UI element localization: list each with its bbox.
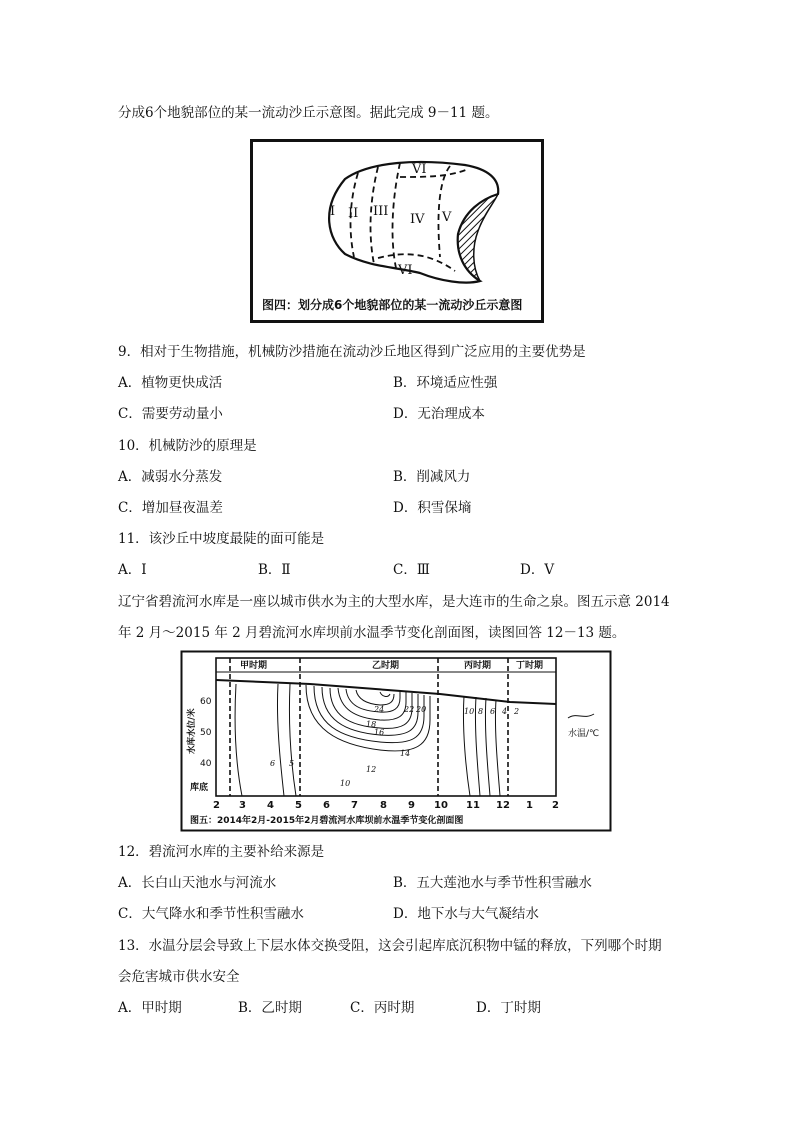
svg-text:10: 10 <box>464 707 475 716</box>
y-bottom-label: 库底 <box>190 783 209 793</box>
q12-option-a: A．长白山天池水与河流水 <box>118 875 277 891</box>
q12-stem: 12．碧流河水库的主要补给来源是 <box>118 844 325 860</box>
intro-text-1: 分成6个地貌部位的某一流动沙丘示意图。据此完成 9－11 题。 <box>118 105 499 121</box>
svg-text:10: 10 <box>340 779 351 788</box>
intro-text-2-line-1: 辽宁省碧流河水库是一座以城市供水为主的大型水库，是大连市的生命之泉。图五示意 2014 <box>118 594 670 610</box>
zone-label-5: V <box>442 210 452 225</box>
q11-option-c: C．Ⅲ <box>393 562 430 578</box>
x-tick: 10 <box>434 800 448 811</box>
svg-text:6: 6 <box>270 759 276 768</box>
figure-frame <box>252 141 543 322</box>
q10-option-b: B．削减风力 <box>393 469 471 485</box>
q13-stem-line-1: 13．水温分层会导致上下层水体交换受阻，这会引起库底沉积物中锰的释放，下列哪个时期 <box>118 938 662 954</box>
legend-label: 水温/℃ <box>568 729 600 739</box>
svg-text:12: 12 <box>366 765 377 774</box>
q12-option-b: B．五大莲池水与季节性积雪融水 <box>393 875 592 891</box>
intro-text-2-line-2: 年 2 月～2015 年 2 月碧流河水库坝前水温季节变化剖面图，读图回答 12－13 题。 <box>118 625 626 641</box>
q13-option-b: B．乙时期 <box>238 1000 302 1016</box>
x-tick: 11 <box>466 800 480 811</box>
figure-4-dune-diagram <box>250 139 544 323</box>
x-tick: 9 <box>408 800 415 811</box>
period-jia: 甲时期 <box>240 661 268 671</box>
x-tick: 4 <box>267 800 274 811</box>
q11-stem: 11．该沙丘中坡度最陡的面可能是 <box>118 531 325 547</box>
svg-text:20: 20 <box>416 705 427 714</box>
svg-text:16: 16 <box>374 728 385 737</box>
q12-option-c: C．大气降水和季节性积雪融水 <box>118 906 304 922</box>
x-tick: 3 <box>239 800 246 811</box>
q9-option-a: A．植物更快成活 <box>118 375 223 391</box>
period-bing: 丙时期 <box>464 661 492 671</box>
dune-diagram-svg <box>250 139 544 323</box>
x-tick: 6 <box>323 800 330 811</box>
q13-option-d: D．丁时期 <box>476 1000 541 1016</box>
svg-text:24: 24 <box>374 705 385 714</box>
zone-label-1: I <box>330 204 336 219</box>
svg-text:22: 22 <box>404 705 415 714</box>
svg-text:6: 6 <box>490 707 496 716</box>
x-tick: 2 <box>552 800 559 811</box>
q10-option-a: A．减弱水分蒸发 <box>118 469 223 485</box>
zone-label-4: IV <box>410 212 425 227</box>
figure-4-caption: 图四：划分成6个地貌部位的某一流动沙丘示意图 <box>262 298 523 312</box>
figure-5-water-temp-profile <box>180 650 612 832</box>
x-tick: 1 <box>526 800 533 811</box>
water-temp-svg <box>180 650 612 832</box>
svg-text:18: 18 <box>366 720 377 729</box>
svg-text:5: 5 <box>289 759 295 768</box>
q9-option-b: B．环境适应性强 <box>393 375 498 391</box>
svg-text:2: 2 <box>514 707 520 716</box>
q10-option-d: D．积雪保墒 <box>393 500 472 516</box>
svg-text:4: 4 <box>502 707 508 716</box>
y-tick-50: 50 <box>200 728 212 738</box>
q9-stem: 9．相对于生物措施，机械防沙措施在流动沙丘地区得到广泛应用的主要优势是 <box>118 344 586 360</box>
q10-option-c: C．增加昼夜温差 <box>118 500 223 516</box>
q12-option-d: D．地下水与大气凝结水 <box>393 906 539 922</box>
q10-stem: 10．机械防沙的原理是 <box>118 438 257 454</box>
q9-option-d: D．无治理成本 <box>393 406 485 422</box>
y-tick-40: 40 <box>200 759 212 769</box>
figure-5-caption: 图五：2014年2月-2015年2月碧流河水库坝前水温季节变化剖面图 <box>190 816 464 826</box>
zone-label-6-top: VI <box>412 162 427 177</box>
svg-text:8: 8 <box>478 707 484 716</box>
x-tick: 8 <box>380 800 387 811</box>
q11-option-d: D．V <box>520 562 555 578</box>
zone-label-6-bottom: VI <box>398 263 413 278</box>
zone-label-3: III <box>373 204 389 219</box>
x-tick: 2 <box>213 800 220 811</box>
q11-option-a: A．Ⅰ <box>118 562 147 578</box>
x-tick: 5 <box>295 800 302 811</box>
period-ding: 丁时期 <box>516 661 544 671</box>
y-axis-label: 水库水位/米 <box>187 708 197 754</box>
x-tick: 12 <box>496 800 510 811</box>
y-tick-60: 60 <box>200 697 212 707</box>
q13-option-a: A．甲时期 <box>118 1000 182 1016</box>
q9-option-c: C．需要劳动量小 <box>118 406 223 422</box>
x-tick: 7 <box>351 800 358 811</box>
q13-option-c: C．丙时期 <box>350 1000 415 1016</box>
period-yi: 乙时期 <box>372 661 400 671</box>
svg-text:14: 14 <box>400 749 411 758</box>
q11-option-b: B．Ⅱ <box>258 562 291 578</box>
zone-label-2: II <box>348 206 359 221</box>
q13-stem-line-2: 会危害城市供水安全 <box>118 969 240 985</box>
